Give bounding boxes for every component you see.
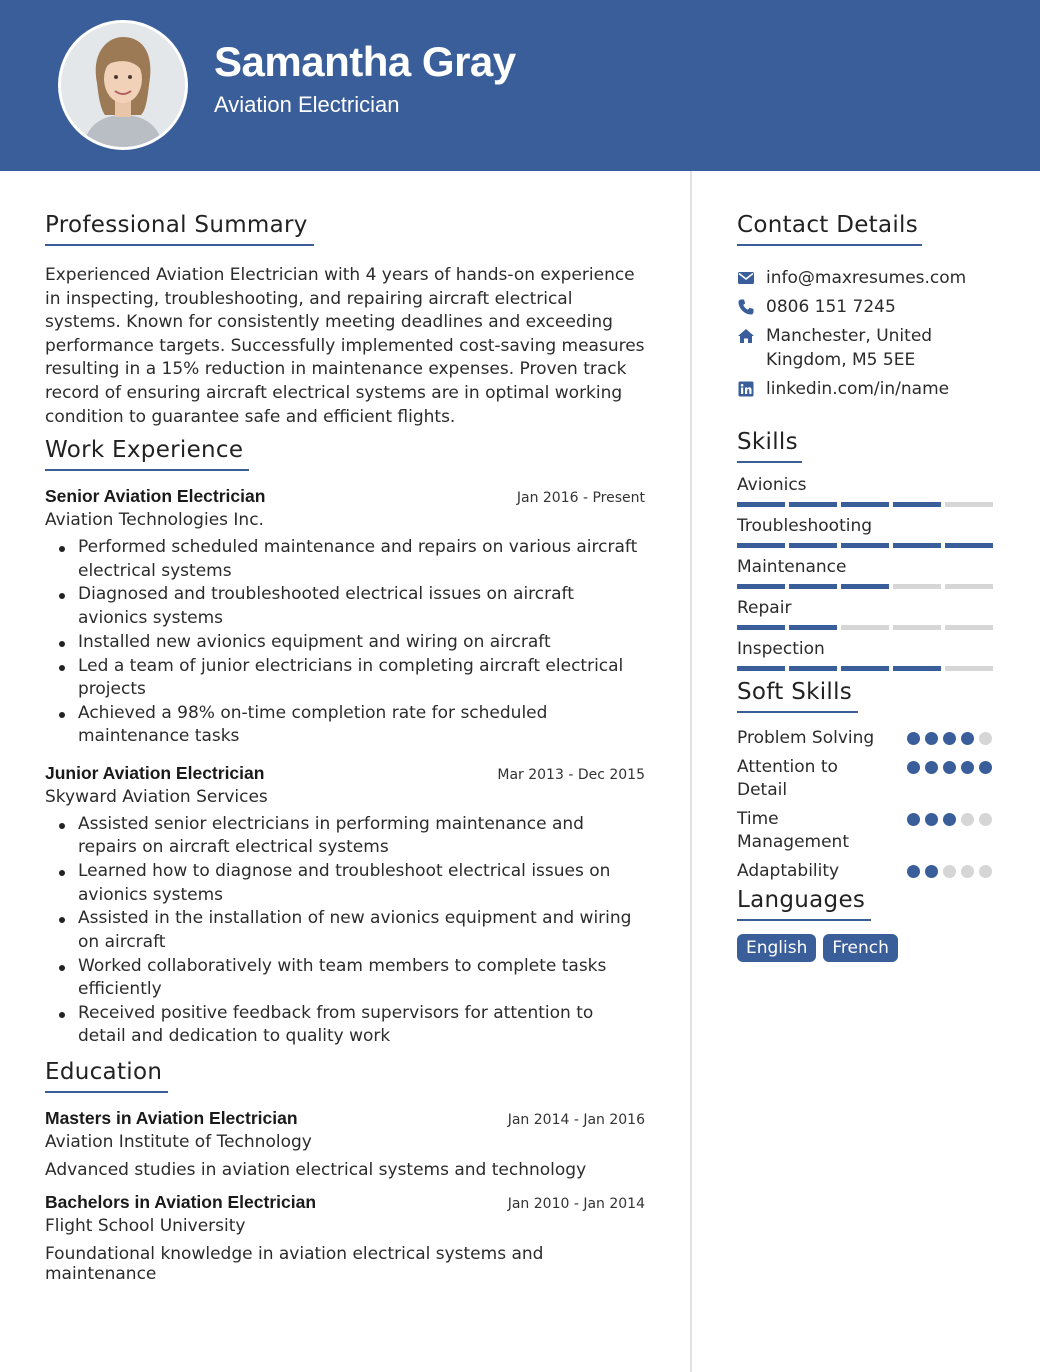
- skill-level-segment: [841, 584, 889, 589]
- rating-dot: [943, 732, 956, 745]
- skill-level-segment: [789, 666, 837, 671]
- degree-title: Masters in Aviation Electrician: [45, 1107, 298, 1128]
- list-item: Achieved a 98% on-time completion rate for scheduled maintenance tasks: [45, 702, 645, 749]
- rating-dot: [943, 865, 956, 878]
- language-badge: English: [737, 934, 816, 962]
- job-bullets: [45, 813, 645, 1049]
- skills-heading: Skills: [737, 429, 802, 463]
- skill-level-segment: [893, 584, 941, 589]
- skill-name: Repair: [737, 598, 792, 618]
- soft-skills-heading: Soft Skills: [737, 679, 858, 713]
- profile-photo: [61, 23, 185, 147]
- skill-level-segment: [737, 502, 785, 507]
- degree-description: Foundational knowledge in aviation electrical systems and maintenance: [45, 1243, 544, 1284]
- list-item: Assisted senior electricians in performing maintenance and repairs on aircraft electrical systems: [45, 813, 645, 860]
- rating-dot: [907, 761, 920, 774]
- candidate-name: Samantha Gray: [214, 38, 516, 85]
- address-text: Manchester, United Kingdom, M5 5EE: [766, 326, 933, 370]
- rating-dot: [961, 732, 974, 745]
- skill-level-segment: [893, 543, 941, 548]
- linkedin-text: linkedin.com/in/name: [766, 379, 950, 399]
- summary-text: Experienced Aviation Electrician with 4 years of hands-on experience in inspecting, troubleshooting, and repairing aircraft electrical systems. Known for consistently meeting deadlines and exceeding performance targets. Successfully implemented cost-saving measures resulting in a 15% reduction in maintenance expenses. Proven track record of ensuring aircraft electrical systems are in optimal working condition to guarantee safe and efficient flights.: [45, 265, 645, 427]
- rating-dot: [979, 813, 992, 826]
- contact-heading: Contact Details: [737, 212, 922, 246]
- skill-level-segment: [945, 666, 993, 671]
- rating-dot: [943, 813, 956, 826]
- soft-skill-rating: [907, 761, 992, 774]
- skill-level-segment: [893, 625, 941, 630]
- rating-dot: [925, 865, 938, 878]
- rating-dot: [979, 761, 992, 774]
- contact-email[interactable]: [737, 266, 997, 290]
- skill-level-segment: [841, 543, 889, 548]
- degree-dates: Jan 2014 - Jan 2016: [507, 1111, 645, 1128]
- soft-skill-item: [737, 727, 997, 750]
- soft-skills-list: [737, 727, 997, 883]
- skill-level-segment: [789, 502, 837, 507]
- summary-heading: Professional Summary: [45, 212, 314, 246]
- contact-linkedin[interactable]: [737, 377, 997, 401]
- skill-level-segment: [737, 584, 785, 589]
- degree-title: Bachelors in Aviation Electrician: [45, 1191, 317, 1212]
- soft-skill-name: Attention to Detail: [737, 757, 838, 800]
- skill-level-segment: [945, 625, 993, 630]
- job-company: Aviation Technologies Inc.: [45, 510, 264, 531]
- skill-name: Avionics: [737, 475, 807, 495]
- rating-dot: [979, 732, 992, 745]
- rating-dot: [961, 813, 974, 826]
- list-item: Led a team of junior electricians in completing aircraft electrical projects: [45, 655, 645, 702]
- rating-dot: [925, 732, 938, 745]
- skill-level-segment: [945, 543, 993, 548]
- skill-level-segment: [945, 502, 993, 507]
- soft-skill-name: Adaptability: [737, 861, 840, 881]
- contact-phone[interactable]: [737, 295, 997, 319]
- home-icon: [737, 327, 755, 345]
- linkedin-icon: [737, 380, 755, 398]
- soft-skill-name: Time Management: [737, 809, 849, 852]
- education-entry: [45, 1192, 645, 1284]
- job-entry: [45, 486, 645, 749]
- skill-level-segment: [789, 625, 837, 630]
- phone-icon: [737, 298, 755, 316]
- skill-level-segment: [789, 584, 837, 589]
- list-item: Assisted in the installation of new avionics equipment and wiring on aircraft: [45, 907, 645, 954]
- rating-dot: [925, 761, 938, 774]
- education-entry: [45, 1108, 645, 1180]
- soft-skill-rating: [907, 732, 992, 745]
- rating-dot: [907, 865, 920, 878]
- skill-level-bar: [737, 625, 993, 630]
- skill-level-segment: [841, 502, 889, 507]
- language-badge: French: [823, 934, 898, 962]
- skill-level-segment: [893, 502, 941, 507]
- skill-level-segment: [737, 625, 785, 630]
- main-column: [45, 212, 645, 1294]
- soft-skill-rating: [907, 865, 992, 878]
- job-role: Senior Aviation Electrician: [45, 486, 266, 507]
- rating-dot: [979, 865, 992, 878]
- soft-skill-name: Problem Solving: [737, 728, 875, 748]
- list-item: Performed scheduled maintenance and repairs on various aircraft electrical systems: [45, 536, 645, 583]
- job-dates: Jan 2016 - Present: [516, 490, 645, 507]
- degree-dates: Jan 2010 - Jan 2014: [507, 1195, 645, 1212]
- skill-level-segment: [945, 584, 993, 589]
- phone-text: 0806 151 7245: [766, 297, 896, 317]
- skill-level-bar: [737, 666, 993, 671]
- languages-heading: Languages: [737, 887, 871, 921]
- job-company: Skyward Aviation Services: [45, 786, 268, 807]
- school-name: Flight School University: [45, 1215, 246, 1236]
- column-divider: [690, 171, 692, 1372]
- rating-dot: [961, 865, 974, 878]
- soft-skill-rating: [907, 813, 992, 826]
- rating-dot: [907, 732, 920, 745]
- languages-list: [737, 934, 997, 962]
- soft-skill-item: [737, 808, 997, 854]
- list-item: Installed new avionics equipment and wiring on aircraft: [45, 631, 645, 654]
- list-item: Worked collaboratively with team members to complete tasks efficiently: [45, 955, 645, 1002]
- skill-name: Troubleshooting: [737, 516, 873, 536]
- job-entry: [45, 763, 645, 1049]
- skill-item: [737, 557, 997, 589]
- skill-level-segment: [737, 666, 785, 671]
- skill-name: Inspection: [737, 639, 825, 659]
- envelope-icon: [737, 269, 755, 287]
- contact-address: [737, 324, 997, 372]
- skill-item: [737, 475, 997, 507]
- skill-level-segment: [893, 666, 941, 671]
- rating-dot: [943, 761, 956, 774]
- school-name: Aviation Institute of Technology: [45, 1131, 312, 1152]
- experience-heading: Work Experience: [45, 437, 249, 471]
- skill-item: [737, 639, 997, 671]
- degree-description: Advanced studies in aviation electrical systems and technology: [45, 1159, 587, 1180]
- rating-dot: [907, 813, 920, 826]
- skill-level-segment: [789, 543, 837, 548]
- email-text: info@maxresumes.com: [766, 268, 967, 288]
- skill-level-segment: [841, 625, 889, 630]
- rating-dot: [925, 813, 938, 826]
- list-item: Diagnosed and troubleshooted electrical issues on aircraft avionics systems: [45, 583, 645, 630]
- avatar: [58, 20, 188, 150]
- skill-level-bar: [737, 584, 993, 589]
- soft-skill-item: [737, 756, 997, 802]
- skill-level-segment: [841, 666, 889, 671]
- job-dates: Mar 2013 - Dec 2015: [497, 766, 645, 783]
- skill-level-bar: [737, 543, 993, 548]
- skill-level-bar: [737, 502, 993, 507]
- education-heading: Education: [45, 1059, 168, 1093]
- skill-item: [737, 598, 997, 630]
- list-item: Learned how to diagnose and troubleshoot electrical issues on avionics systems: [45, 860, 645, 907]
- skill-item: [737, 516, 997, 548]
- soft-skill-item: [737, 860, 997, 883]
- skill-level-segment: [737, 543, 785, 548]
- header-banner: [0, 0, 1040, 171]
- job-bullets: [45, 536, 645, 749]
- candidate-title: Aviation Electrician: [214, 92, 400, 117]
- skills-list: [737, 475, 997, 671]
- list-item: Received positive feedback from supervisors for attention to detail and dedication to quality work: [45, 1002, 645, 1049]
- job-role: Junior Aviation Electrician: [45, 762, 265, 783]
- sidebar-column: [737, 212, 997, 962]
- person-portrait-icon: [61, 23, 185, 147]
- skill-name: Maintenance: [737, 557, 847, 577]
- rating-dot: [961, 761, 974, 774]
